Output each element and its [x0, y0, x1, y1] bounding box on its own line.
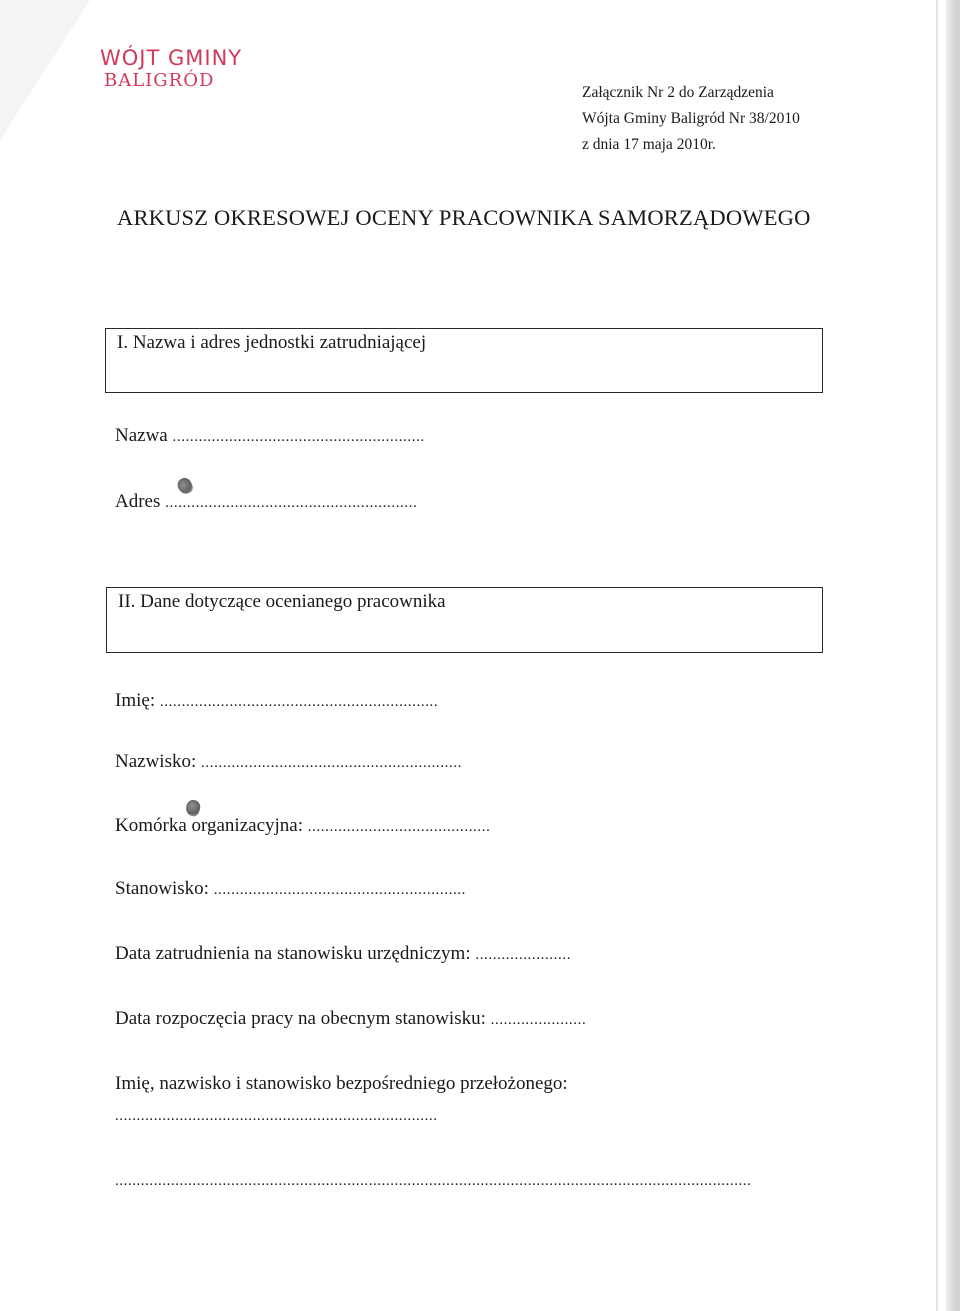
field-name-blank[interactable]: ..........................................................	[172, 429, 425, 445]
scan-edge-line	[936, 0, 938, 1311]
field-surname-label: Nazwisko:	[115, 751, 197, 772]
section-1-box	[105, 328, 823, 393]
field-start-date-blank[interactable]: ......................	[490, 1012, 587, 1028]
annex-line-1: Załącznik Nr 2 do Zarządzenia	[582, 84, 774, 101]
annex-line-3: z dnia 17 maja 2010r.	[582, 136, 716, 153]
section-2-heading: II. Dane dotyczące ocenianego pracownika	[118, 591, 446, 612]
office-stamp	[100, 46, 242, 92]
field-address-blank[interactable]: ..........................................................	[165, 495, 418, 511]
field-surname	[115, 751, 462, 773]
field-org-unit	[115, 815, 490, 837]
stamp-line-1: WÓJT GMINY	[100, 46, 243, 70]
section-2-box	[106, 587, 823, 653]
annex-reference	[582, 80, 800, 158]
field-surname-blank[interactable]: ............................................................	[201, 755, 463, 771]
field-supervisor-blank-1[interactable]: ...........................................................................	[115, 1108, 438, 1124]
section-1-heading: I. Nazwa i adres jednostki zatrudniającej	[117, 332, 427, 353]
field-name	[115, 425, 425, 447]
field-employment-date	[115, 943, 571, 965]
field-name-label: Nazwa	[115, 425, 168, 446]
field-position-label: Stanowisko:	[115, 878, 209, 899]
field-supervisor-blank-2[interactable]: ....................................................................................................................................................	[115, 1173, 752, 1189]
field-supervisor-label: Imię, nazwisko i stanowisko bezpośredniego przełożonego:	[115, 1073, 568, 1094]
field-first-name	[115, 690, 438, 712]
field-start-date	[115, 1008, 586, 1030]
field-position	[115, 878, 466, 900]
scan-right-edge	[946, 0, 960, 1311]
field-first-name-blank[interactable]: ................................................................	[159, 694, 439, 710]
document-title: ARKUSZ OKRESOWEJ OCENY PRACOWNIKA SAMORZĄDOWEGO	[117, 205, 811, 230]
field-org-unit-blank[interactable]: ..........................................	[307, 819, 491, 835]
field-org-unit-label: Komórka organizacyjna:	[115, 815, 303, 836]
field-first-name-label: Imię:	[115, 690, 156, 711]
field-position-blank[interactable]: ..........................................................	[213, 882, 467, 898]
scan-corner-fold	[0, 0, 90, 140]
field-employment-date-blank[interactable]: ......................	[475, 947, 572, 963]
stamp-line-2: BALIGRÓD	[104, 70, 215, 91]
annex-line-2: Wójta Gminy Baligród Nr 38/2010	[582, 110, 800, 127]
field-address	[115, 491, 417, 513]
field-employment-date-label: Data zatrudnienia na stanowisku urzędniczym:	[115, 943, 471, 964]
field-address-label: Adres	[115, 491, 161, 512]
field-supervisor	[115, 1073, 568, 1095]
field-start-date-label: Data rozpoczęcia pracy na obecnym stanowisku:	[115, 1008, 486, 1029]
